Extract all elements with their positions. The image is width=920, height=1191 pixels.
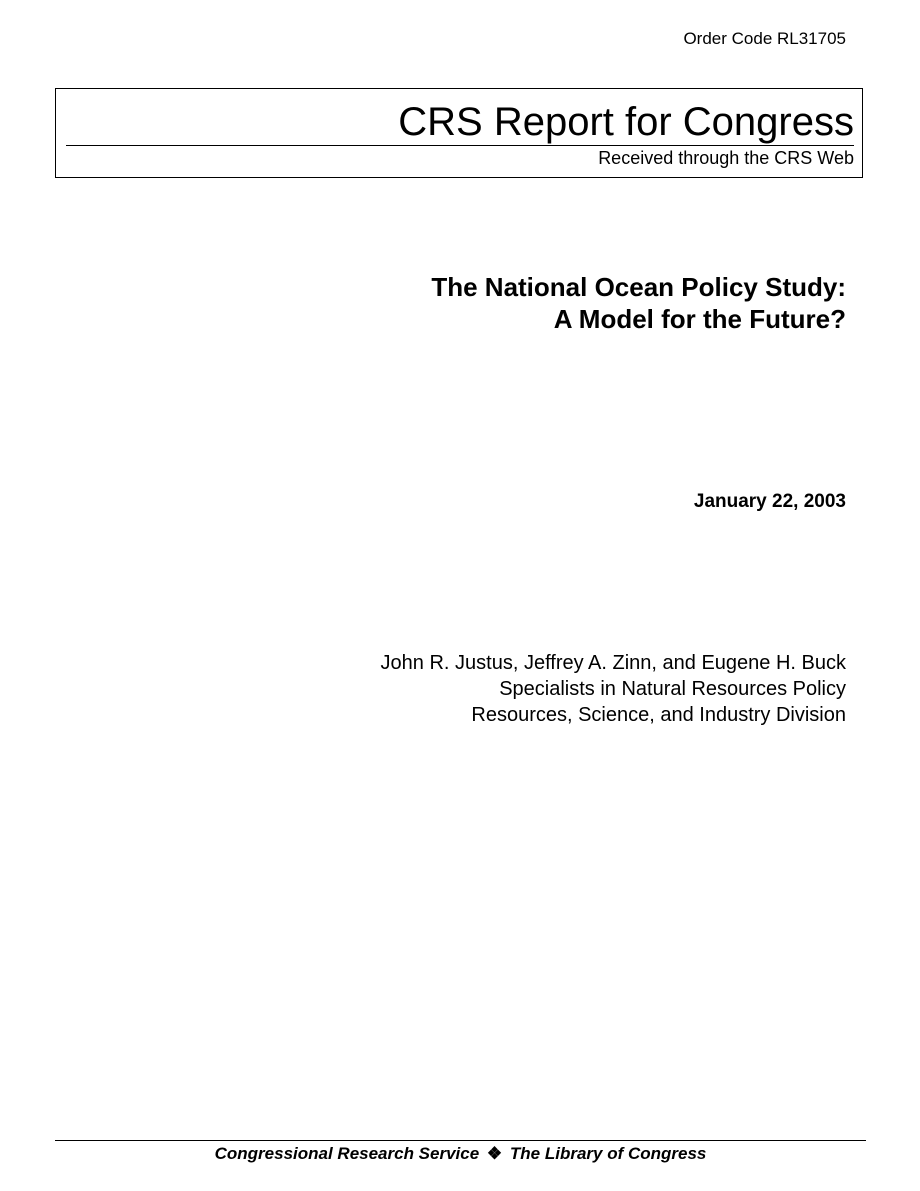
- report-banner: [55, 88, 863, 178]
- report-title-line: A Model for the Future?: [553, 304, 846, 334]
- footer-divider: [55, 1140, 866, 1141]
- banner-divider: [66, 145, 854, 146]
- footer: [55, 1143, 866, 1165]
- banner-title: CRS Report for Congress: [398, 100, 854, 144]
- diamond-icon: ❖: [486, 1144, 503, 1163]
- report-title: [431, 271, 846, 335]
- author-block: [381, 650, 846, 728]
- banner-subtitle: Received through the CRS Web: [598, 148, 854, 168]
- footer-crs: Congressional Research Service: [214, 1144, 480, 1163]
- report-title-line: The National Ocean Policy Study:: [431, 272, 846, 302]
- author-division: Resources, Science, and Industry Division: [471, 704, 846, 726]
- footer-loc: The Library of Congress: [509, 1144, 707, 1163]
- report-date: January 22, 2003: [693, 491, 846, 512]
- author-title: Specialists in Natural Resources Policy: [499, 678, 846, 700]
- order-code: Order Code RL31705: [683, 29, 846, 48]
- author-names: John R. Justus, Jeffrey A. Zinn, and Eugene H. Buck: [380, 652, 846, 674]
